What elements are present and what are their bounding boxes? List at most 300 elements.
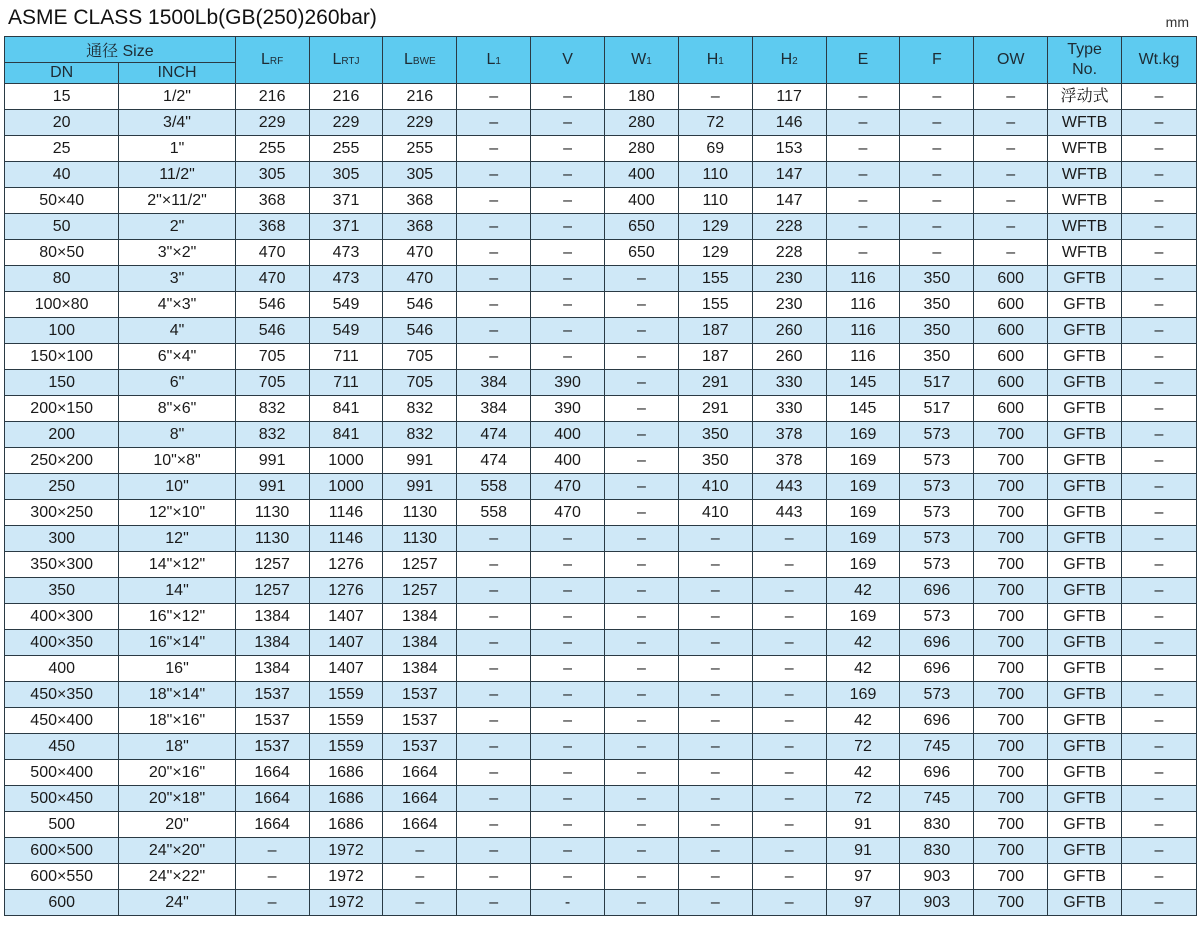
cell-w1: – bbox=[605, 656, 679, 682]
cell-type: WFTB bbox=[1048, 110, 1122, 136]
cell-inch: 18" bbox=[119, 734, 235, 760]
cell-h1: – bbox=[678, 786, 752, 812]
cell-dn: 500 bbox=[5, 812, 119, 838]
cell-lrf: – bbox=[235, 890, 309, 916]
table-row bbox=[5, 682, 1197, 708]
cell-inch: 16"×12" bbox=[119, 604, 235, 630]
col-h2-sub: 2 bbox=[792, 56, 798, 67]
cell-lrf: 470 bbox=[235, 240, 309, 266]
cell-dn: 250×200 bbox=[5, 448, 119, 474]
table-row bbox=[5, 526, 1197, 552]
cell-h2: 230 bbox=[752, 266, 826, 292]
cell-e: 42 bbox=[826, 578, 900, 604]
cell-ow: – bbox=[974, 136, 1048, 162]
cell-l1: – bbox=[457, 318, 531, 344]
cell-l1: – bbox=[457, 890, 531, 916]
cell-lrtj: 371 bbox=[309, 188, 383, 214]
cell-h2: 117 bbox=[752, 84, 826, 110]
col-l1-sub: 1 bbox=[495, 56, 501, 67]
cell-h1: – bbox=[678, 890, 752, 916]
cell-h2: – bbox=[752, 682, 826, 708]
cell-f: 573 bbox=[900, 682, 974, 708]
cell-inch: 12" bbox=[119, 526, 235, 552]
cell-wt: – bbox=[1122, 214, 1197, 240]
cell-lbwe: 1130 bbox=[383, 500, 457, 526]
cell-ow: 600 bbox=[974, 396, 1048, 422]
cell-f: – bbox=[900, 84, 974, 110]
cell-h2: 153 bbox=[752, 136, 826, 162]
cell-dn: 50 bbox=[5, 214, 119, 240]
cell-wt: – bbox=[1122, 812, 1197, 838]
cell-e: 169 bbox=[826, 474, 900, 500]
cell-type: GFTB bbox=[1048, 708, 1122, 734]
cell-w1: 650 bbox=[605, 214, 679, 240]
cell-lrf: 1664 bbox=[235, 812, 309, 838]
cell-h1: 291 bbox=[678, 370, 752, 396]
cell-inch: 4"×3" bbox=[119, 292, 235, 318]
col-header-dn: DN bbox=[5, 63, 119, 84]
cell-wt: – bbox=[1122, 474, 1197, 500]
cell-inch: 20" bbox=[119, 812, 235, 838]
cell-h1: – bbox=[678, 84, 752, 110]
cell-inch: 20"×18" bbox=[119, 786, 235, 812]
cell-h2: 260 bbox=[752, 344, 826, 370]
cell-v: – bbox=[531, 838, 605, 864]
cell-lrf: 832 bbox=[235, 396, 309, 422]
cell-f: 830 bbox=[900, 838, 974, 864]
col-header-h2 bbox=[752, 37, 826, 84]
cell-v: – bbox=[531, 812, 605, 838]
cell-wt: – bbox=[1122, 448, 1197, 474]
cell-dn: 400 bbox=[5, 656, 119, 682]
cell-wt: – bbox=[1122, 188, 1197, 214]
cell-w1: – bbox=[605, 344, 679, 370]
cell-ow: 700 bbox=[974, 760, 1048, 786]
cell-dn: 25 bbox=[5, 136, 119, 162]
cell-ow: 600 bbox=[974, 370, 1048, 396]
cell-v: – bbox=[531, 188, 605, 214]
cell-lbwe: 255 bbox=[383, 136, 457, 162]
cell-inch: 14"×12" bbox=[119, 552, 235, 578]
table-row bbox=[5, 708, 1197, 734]
cell-wt: – bbox=[1122, 344, 1197, 370]
cell-dn: 20 bbox=[5, 110, 119, 136]
size-group-header: 通径 Size bbox=[5, 37, 236, 63]
cell-f: 517 bbox=[900, 370, 974, 396]
cell-h1: 110 bbox=[678, 188, 752, 214]
cell-h2: 378 bbox=[752, 448, 826, 474]
table-row bbox=[5, 890, 1197, 916]
cell-h2: – bbox=[752, 708, 826, 734]
cell-h1: 350 bbox=[678, 448, 752, 474]
cell-ow: 700 bbox=[974, 500, 1048, 526]
cell-ow: 700 bbox=[974, 604, 1048, 630]
cell-lrtj: 1407 bbox=[309, 656, 383, 682]
cell-l1: – bbox=[457, 786, 531, 812]
col-type-line1: Type bbox=[1067, 41, 1102, 58]
cell-ow: 600 bbox=[974, 292, 1048, 318]
cell-type: WFTB bbox=[1048, 188, 1122, 214]
cell-e: 91 bbox=[826, 838, 900, 864]
cell-w1: – bbox=[605, 422, 679, 448]
cell-e: 116 bbox=[826, 292, 900, 318]
cell-wt: – bbox=[1122, 526, 1197, 552]
cell-dn: 300×250 bbox=[5, 500, 119, 526]
cell-ow: 700 bbox=[974, 656, 1048, 682]
col-header-h1 bbox=[678, 37, 752, 84]
cell-ow: 600 bbox=[974, 318, 1048, 344]
cell-h1: – bbox=[678, 630, 752, 656]
cell-lbwe: 832 bbox=[383, 422, 457, 448]
cell-ow: – bbox=[974, 110, 1048, 136]
cell-v: – bbox=[531, 786, 605, 812]
cell-h2: – bbox=[752, 656, 826, 682]
cell-l1: – bbox=[457, 630, 531, 656]
table-row bbox=[5, 760, 1197, 786]
table-row bbox=[5, 656, 1197, 682]
cell-inch: 18"×14" bbox=[119, 682, 235, 708]
cell-h1: 72 bbox=[678, 110, 752, 136]
cell-lrf: 368 bbox=[235, 188, 309, 214]
cell-lrf: 1384 bbox=[235, 630, 309, 656]
cell-v: – bbox=[531, 318, 605, 344]
cell-ow: – bbox=[974, 214, 1048, 240]
cell-f: 573 bbox=[900, 604, 974, 630]
cell-e: – bbox=[826, 188, 900, 214]
cell-wt: – bbox=[1122, 838, 1197, 864]
cell-l1: – bbox=[457, 604, 531, 630]
cell-lrtj: 1686 bbox=[309, 760, 383, 786]
cell-f: 696 bbox=[900, 630, 974, 656]
col-w1-sub: 1 bbox=[646, 56, 652, 67]
cell-lbwe: 705 bbox=[383, 370, 457, 396]
cell-v: 470 bbox=[531, 474, 605, 500]
cell-type: WFTB bbox=[1048, 214, 1122, 240]
cell-e: 145 bbox=[826, 396, 900, 422]
cell-lrtj: 305 bbox=[309, 162, 383, 188]
cell-f: 696 bbox=[900, 656, 974, 682]
cell-lrtj: 1000 bbox=[309, 474, 383, 500]
cell-f: 573 bbox=[900, 526, 974, 552]
cell-v: – bbox=[531, 760, 605, 786]
cell-e: – bbox=[826, 214, 900, 240]
cell-type: WFTB bbox=[1048, 162, 1122, 188]
cell-h2: 330 bbox=[752, 370, 826, 396]
cell-e: 169 bbox=[826, 682, 900, 708]
col-lbwe-main: L bbox=[404, 51, 413, 68]
table-row bbox=[5, 292, 1197, 318]
cell-type: GFTB bbox=[1048, 682, 1122, 708]
cell-inch: 12"×10" bbox=[119, 500, 235, 526]
cell-type: GFTB bbox=[1048, 422, 1122, 448]
cell-dn: 80×50 bbox=[5, 240, 119, 266]
cell-lbwe: – bbox=[383, 838, 457, 864]
cell-v: 400 bbox=[531, 422, 605, 448]
cell-w1: 650 bbox=[605, 240, 679, 266]
cell-e: 91 bbox=[826, 812, 900, 838]
cell-lbwe: 1537 bbox=[383, 682, 457, 708]
cell-lbwe: 216 bbox=[383, 84, 457, 110]
cell-h1: 187 bbox=[678, 344, 752, 370]
cell-lbwe: 991 bbox=[383, 448, 457, 474]
cell-wt: – bbox=[1122, 110, 1197, 136]
cell-type: GFTB bbox=[1048, 786, 1122, 812]
cell-lrtj: 1000 bbox=[309, 448, 383, 474]
cell-f: 903 bbox=[900, 890, 974, 916]
cell-lbwe: 1537 bbox=[383, 708, 457, 734]
cell-lrf: 1257 bbox=[235, 578, 309, 604]
cell-h1: – bbox=[678, 838, 752, 864]
cell-h2: 228 bbox=[752, 214, 826, 240]
cell-lrf: 991 bbox=[235, 448, 309, 474]
table-row bbox=[5, 864, 1197, 890]
cell-lrtj: 216 bbox=[309, 84, 383, 110]
cell-v: – bbox=[531, 84, 605, 110]
cell-inch: 24" bbox=[119, 890, 235, 916]
cell-e: – bbox=[826, 240, 900, 266]
table-row bbox=[5, 838, 1197, 864]
table-row bbox=[5, 110, 1197, 136]
cell-lbwe: 1257 bbox=[383, 578, 457, 604]
cell-lrf: 546 bbox=[235, 292, 309, 318]
cell-l1: – bbox=[457, 708, 531, 734]
cell-e: 169 bbox=[826, 500, 900, 526]
cell-w1: – bbox=[605, 474, 679, 500]
cell-f: – bbox=[900, 214, 974, 240]
cell-type: GFTB bbox=[1048, 630, 1122, 656]
cell-f: 830 bbox=[900, 812, 974, 838]
cell-lrtj: 1276 bbox=[309, 578, 383, 604]
cell-dn: 450×350 bbox=[5, 682, 119, 708]
cell-lrtj: 255 bbox=[309, 136, 383, 162]
cell-h2: – bbox=[752, 630, 826, 656]
cell-f: 573 bbox=[900, 500, 974, 526]
cell-ow: 700 bbox=[974, 682, 1048, 708]
cell-f: 903 bbox=[900, 864, 974, 890]
cell-lrtj: 1972 bbox=[309, 890, 383, 916]
cell-ow: 700 bbox=[974, 526, 1048, 552]
cell-v: – bbox=[531, 630, 605, 656]
cell-type: GFTB bbox=[1048, 292, 1122, 318]
cell-l1: – bbox=[457, 838, 531, 864]
cell-v: – bbox=[531, 162, 605, 188]
cell-w1: – bbox=[605, 812, 679, 838]
cell-dn: 200 bbox=[5, 422, 119, 448]
cell-wt: – bbox=[1122, 136, 1197, 162]
cell-ow: 700 bbox=[974, 578, 1048, 604]
cell-f: 350 bbox=[900, 292, 974, 318]
cell-h2: 147 bbox=[752, 188, 826, 214]
cell-inch: 6"×4" bbox=[119, 344, 235, 370]
cell-lbwe: – bbox=[383, 890, 457, 916]
cell-wt: – bbox=[1122, 84, 1197, 110]
cell-dn: 200×150 bbox=[5, 396, 119, 422]
cell-type: WFTB bbox=[1048, 136, 1122, 162]
cell-w1: – bbox=[605, 838, 679, 864]
cell-type: WFTB bbox=[1048, 240, 1122, 266]
cell-f: – bbox=[900, 136, 974, 162]
cell-lbwe: 1257 bbox=[383, 552, 457, 578]
cell-h1: – bbox=[678, 708, 752, 734]
cell-wt: – bbox=[1122, 760, 1197, 786]
cell-l1: – bbox=[457, 812, 531, 838]
col-h2-main: H bbox=[780, 51, 793, 68]
cell-f: – bbox=[900, 110, 974, 136]
cell-lrtj: 841 bbox=[309, 396, 383, 422]
cell-ow: 700 bbox=[974, 708, 1048, 734]
cell-f: 696 bbox=[900, 760, 974, 786]
cell-lbwe: 705 bbox=[383, 344, 457, 370]
cell-lbwe: 368 bbox=[383, 188, 457, 214]
table-body bbox=[5, 84, 1197, 916]
cell-lrf: – bbox=[235, 864, 309, 890]
cell-inch: 18"×16" bbox=[119, 708, 235, 734]
col-header-e: E bbox=[826, 37, 900, 84]
cell-lrtj: 1559 bbox=[309, 682, 383, 708]
table-row bbox=[5, 214, 1197, 240]
cell-lbwe: 1384 bbox=[383, 656, 457, 682]
col-type-line2: No. bbox=[1072, 61, 1098, 78]
cell-wt: – bbox=[1122, 552, 1197, 578]
cell-lrtj: 841 bbox=[309, 422, 383, 448]
table-row bbox=[5, 396, 1197, 422]
cell-lrf: 1537 bbox=[235, 682, 309, 708]
cell-h2: – bbox=[752, 890, 826, 916]
cell-lbwe: 1384 bbox=[383, 604, 457, 630]
cell-w1: – bbox=[605, 370, 679, 396]
table-row bbox=[5, 162, 1197, 188]
cell-type: GFTB bbox=[1048, 396, 1122, 422]
cell-f: 350 bbox=[900, 266, 974, 292]
cell-w1: – bbox=[605, 526, 679, 552]
cell-dn: 500×400 bbox=[5, 760, 119, 786]
cell-e: 72 bbox=[826, 734, 900, 760]
cell-type: GFTB bbox=[1048, 734, 1122, 760]
cell-lbwe: 368 bbox=[383, 214, 457, 240]
cell-h1: 410 bbox=[678, 474, 752, 500]
cell-inch: 4" bbox=[119, 318, 235, 344]
cell-h1: 291 bbox=[678, 396, 752, 422]
cell-wt: – bbox=[1122, 370, 1197, 396]
col-lrtj-sub: RTJ bbox=[341, 56, 360, 67]
table-row bbox=[5, 84, 1197, 110]
cell-lrtj: 1559 bbox=[309, 734, 383, 760]
cell-w1: – bbox=[605, 266, 679, 292]
cell-type: GFTB bbox=[1048, 266, 1122, 292]
cell-inch: 10"×8" bbox=[119, 448, 235, 474]
cell-e: 145 bbox=[826, 370, 900, 396]
cell-v: – bbox=[531, 136, 605, 162]
cell-h1: – bbox=[678, 682, 752, 708]
cell-h1: – bbox=[678, 578, 752, 604]
col-header-lrf bbox=[235, 37, 309, 84]
cell-lbwe: 305 bbox=[383, 162, 457, 188]
cell-ow: 700 bbox=[974, 448, 1048, 474]
cell-wt: – bbox=[1122, 500, 1197, 526]
cell-e: 169 bbox=[826, 422, 900, 448]
cell-lrtj: 229 bbox=[309, 110, 383, 136]
cell-v: – bbox=[531, 604, 605, 630]
col-header-f: F bbox=[900, 37, 974, 84]
cell-l1: 384 bbox=[457, 370, 531, 396]
cell-inch: 1" bbox=[119, 136, 235, 162]
cell-inch: 3"×2" bbox=[119, 240, 235, 266]
cell-v: – bbox=[531, 578, 605, 604]
cell-f: 573 bbox=[900, 552, 974, 578]
cell-wt: – bbox=[1122, 604, 1197, 630]
cell-lrf: 1384 bbox=[235, 656, 309, 682]
cell-w1: – bbox=[605, 864, 679, 890]
cell-inch: 2" bbox=[119, 214, 235, 240]
cell-lrtj: 1686 bbox=[309, 812, 383, 838]
cell-ow: – bbox=[974, 188, 1048, 214]
cell-l1: – bbox=[457, 682, 531, 708]
cell-inch: 16"×14" bbox=[119, 630, 235, 656]
table-header bbox=[5, 37, 1197, 84]
cell-inch: 24"×20" bbox=[119, 838, 235, 864]
cell-ow: 700 bbox=[974, 630, 1048, 656]
cell-e: 116 bbox=[826, 266, 900, 292]
cell-inch: 3/4" bbox=[119, 110, 235, 136]
cell-f: 350 bbox=[900, 344, 974, 370]
cell-dn: 50×40 bbox=[5, 188, 119, 214]
cell-inch: 2"×11/2" bbox=[119, 188, 235, 214]
cell-lrf: 1130 bbox=[235, 500, 309, 526]
cell-lrf: 705 bbox=[235, 344, 309, 370]
cell-lrf: 1384 bbox=[235, 604, 309, 630]
cell-type: GFTB bbox=[1048, 890, 1122, 916]
cell-h1: – bbox=[678, 552, 752, 578]
cell-lrf: 216 bbox=[235, 84, 309, 110]
cell-type: GFTB bbox=[1048, 578, 1122, 604]
cell-type: GFTB bbox=[1048, 760, 1122, 786]
cell-lrf: 229 bbox=[235, 110, 309, 136]
cell-ow: 600 bbox=[974, 266, 1048, 292]
cell-l1: – bbox=[457, 162, 531, 188]
table-row bbox=[5, 240, 1197, 266]
cell-f: 350 bbox=[900, 318, 974, 344]
cell-h2: – bbox=[752, 864, 826, 890]
cell-h2: – bbox=[752, 786, 826, 812]
cell-w1: – bbox=[605, 292, 679, 318]
cell-lrf: 470 bbox=[235, 266, 309, 292]
cell-lbwe: 470 bbox=[383, 266, 457, 292]
cell-dn: 150×100 bbox=[5, 344, 119, 370]
cell-h2: 330 bbox=[752, 396, 826, 422]
cell-f: – bbox=[900, 162, 974, 188]
spec-table bbox=[4, 36, 1197, 916]
cell-l1: – bbox=[457, 188, 531, 214]
cell-e: 169 bbox=[826, 448, 900, 474]
cell-l1: – bbox=[457, 578, 531, 604]
cell-l1: – bbox=[457, 266, 531, 292]
cell-wt: – bbox=[1122, 396, 1197, 422]
cell-l1: 474 bbox=[457, 448, 531, 474]
cell-type: GFTB bbox=[1048, 526, 1122, 552]
cell-lrf: 305 bbox=[235, 162, 309, 188]
cell-v: – bbox=[531, 526, 605, 552]
cell-h2: – bbox=[752, 552, 826, 578]
cell-v: – bbox=[531, 864, 605, 890]
cell-l1: 384 bbox=[457, 396, 531, 422]
cell-w1: – bbox=[605, 500, 679, 526]
cell-w1: – bbox=[605, 578, 679, 604]
cell-f: 745 bbox=[900, 786, 974, 812]
cell-v: – bbox=[531, 708, 605, 734]
cell-type: GFTB bbox=[1048, 838, 1122, 864]
cell-ow: 700 bbox=[974, 786, 1048, 812]
cell-v: – bbox=[531, 240, 605, 266]
